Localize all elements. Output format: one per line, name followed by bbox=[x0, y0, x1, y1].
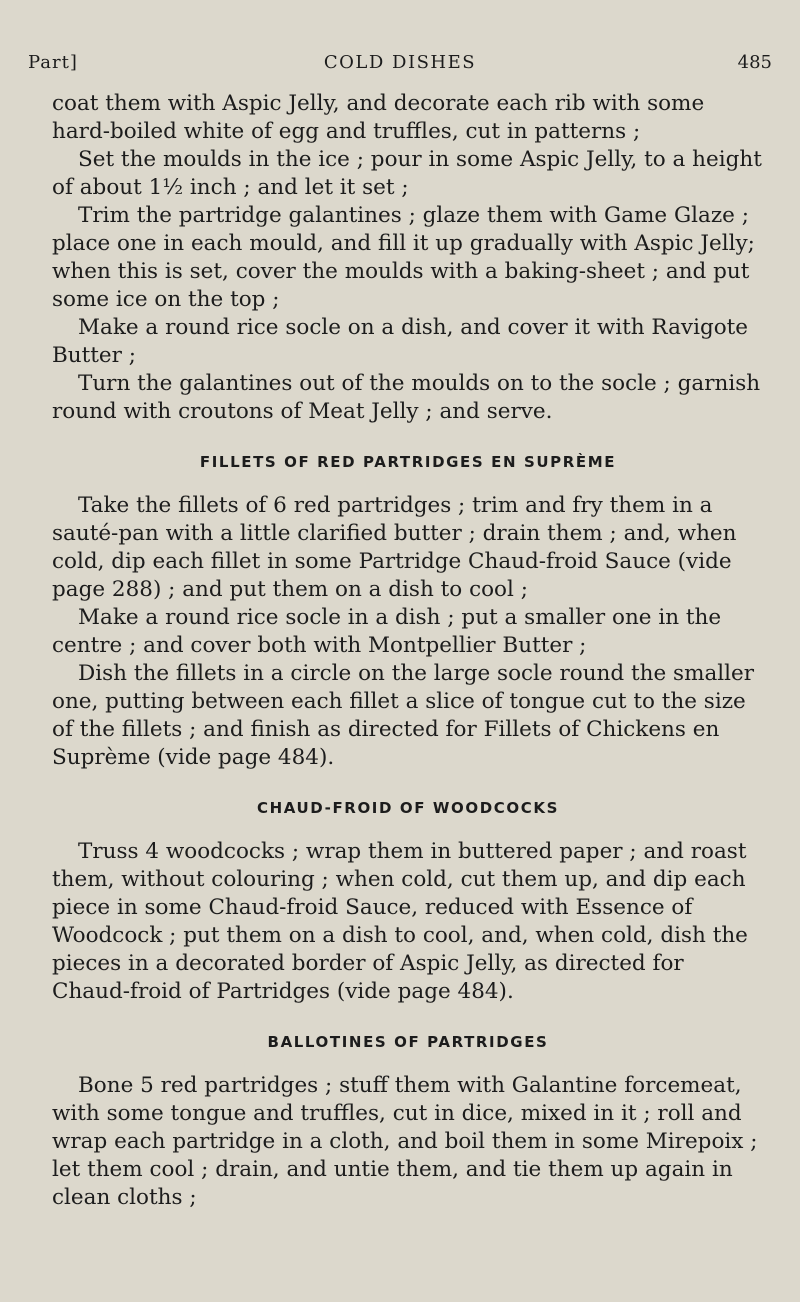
paragraph: coat them with Aspic Jelly, and decorate each rib with some hard-boiled white of egg and truffles, cut in patterns ; bbox=[52, 91, 705, 144]
recipe-heading: BALLOTINES OF PARTRIDGES bbox=[267, 1033, 549, 1051]
paragraph: Truss 4 woodcocks ; wrap them in buttered paper ; and roast them, without colouring ; when cold, cut them up, and dip each piece in some Chaud-froid Sauce, reduced with Essence of Woodcock ; put them on a dish to cool, and, when cold, dish the pieces in a decorated border of Aspic Jelly, as directed for Chaud-froid of Partridges (vide page 484). bbox=[52, 839, 748, 1004]
running-title: COLD DISHES bbox=[323, 52, 477, 73]
page-body bbox=[52, 90, 764, 1212]
paragraph: Bone 5 red partridges ; stuff them with Galantine forcemeat, with some tongue and truffles, cut in dice, mixed in it ; roll and wrap each partridge in a cloth, and boil them in some Mirepoix ; let them cool ; drain, and untie them, and tie them up again in clean cloths ; bbox=[52, 1073, 758, 1210]
paragraph: Take the fillets of 6 red partridges ; trim and fry them in a sauté-pan with a little clarified butter ; drain them ; and, when cold, dip each fillet in some Partridge Chaud-froid Sauce (vide page 288) ; and put them on a dish to cool ; bbox=[52, 493, 737, 602]
part-label: Part] bbox=[28, 52, 78, 73]
paragraph: Set the moulds in the ice ; pour in some Aspic Jelly, to a height of about 1½ inch ; and let it set ; bbox=[52, 147, 762, 200]
page-number: 485 bbox=[737, 52, 772, 73]
recipe-heading: FILLETS OF RED PARTRIDGES EN SUPRÈME bbox=[199, 453, 617, 471]
paragraph: Make a round rice socle on a dish, and cover it with Ravigote Butter ; bbox=[52, 315, 749, 368]
recipe-heading: CHAUD-FROID OF WOODCOCKS bbox=[257, 799, 559, 817]
paragraph: Trim the partridge galantines ; glaze them with Game Glaze ; place one in each mould, and fill it up gradually with Aspic Jelly; when this is set, cover the moulds with a baking-sheet ; and put some ice on the top ; bbox=[52, 203, 755, 312]
paragraph: Turn the galantines out of the moulds on to the socle ; garnish round with croutons of Meat Jelly ; and serve. bbox=[52, 371, 761, 424]
paragraph: Dish the fillets in a circle on the large socle round the smaller one, putting between each fillet a slice of tongue cut to the size of the fillets ; and finish as directed for Fillets of Chickens en Suprème (vide page 484). bbox=[52, 661, 755, 770]
running-header bbox=[28, 48, 772, 78]
paragraph: Make a round rice socle in a dish ; put a smaller one in the centre ; and cover both with Montpellier Butter ; bbox=[52, 605, 722, 658]
